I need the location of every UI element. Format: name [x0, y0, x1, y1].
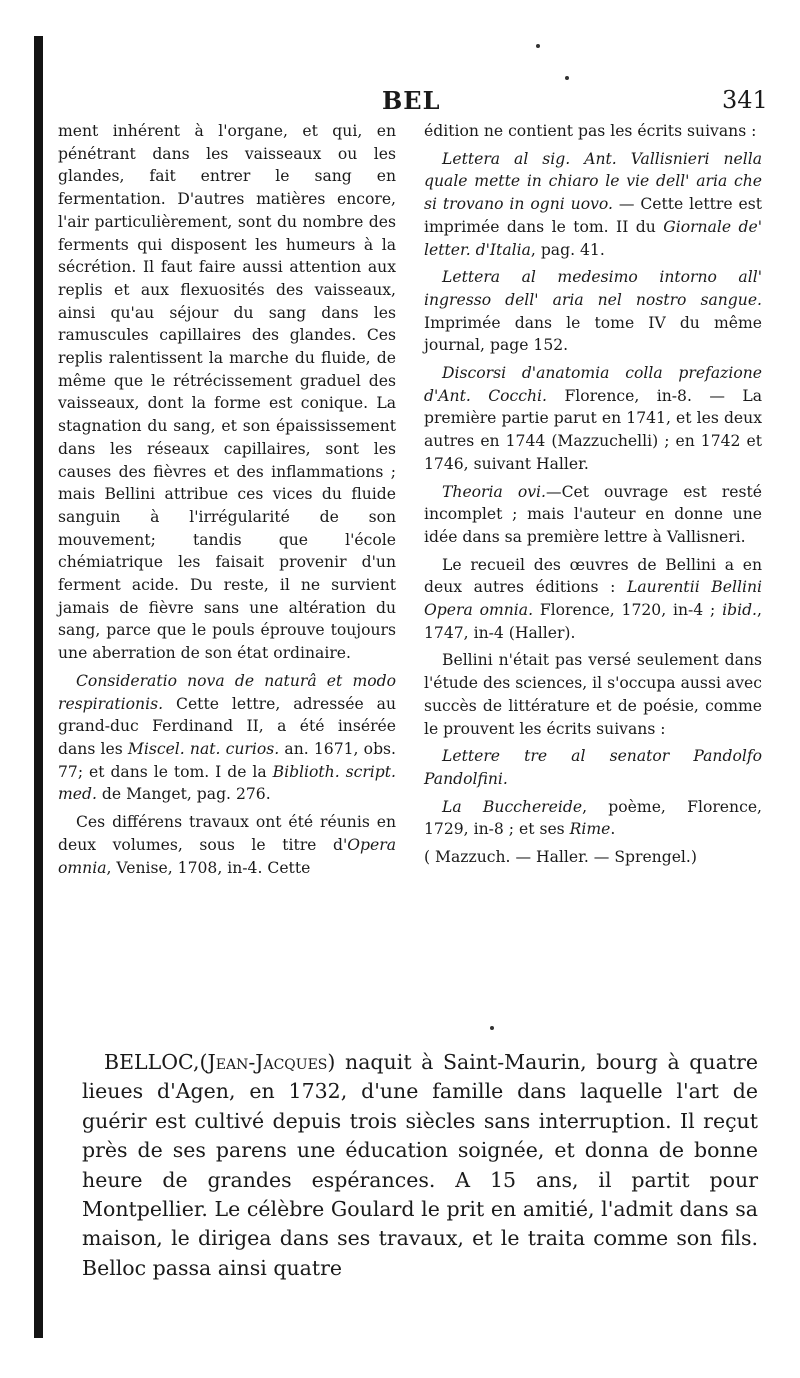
work-title: Lettera al sig. Ant. Vallisnieri nella quale mette in chiaro le vie dell' aria che si trovano in ogni uovo.: [424, 149, 762, 214]
entry-text: Le recueil des œuvres de Bellini a en deux autres éditions :: [424, 555, 762, 597]
speck-mark: [490, 1026, 494, 1030]
entry-text: , Venise, 1708, in-4. Cette: [106, 858, 311, 877]
entry-text: , pag. 41.: [530, 240, 605, 259]
speck-mark: [565, 76, 569, 80]
entry-text: .: [610, 820, 616, 839]
entry-text: naquit à Saint-Maurin, bourg à quatre lieues d'Agen, en 1732, d'une famille dans laquelle l'art de guérir est cultivé depuis trois siècles sans interruption. Il reçut près de ses parens une éducation soignée, et donna de bonne heure de grandes espérances. A 15 ans, il partit pour Montpellier. Le célèbre Goulard le prit en amitié, l'admit dans sa maison, le dirigea dans ses travaux, et le traita comme son fils. Belloc passa ainsi quatre: [82, 1050, 758, 1280]
entry-text: — Cette lettre est imprimée dans le tom. II du: [424, 195, 762, 236]
paragraph: Bellini n'était pas versé seulement dans l'étude des sciences, il s'occupa aussi avec succès de littérature et de poésie, comme le prouvent les écrits suivans :: [424, 651, 762, 738]
reference-entry: [424, 796, 762, 841]
entry-text: an. 1671, obs. 77; et dans le tom. I de la: [58, 739, 397, 781]
entry-text: —Cet ouvrage est resté incomplet ; mais l'auteur en donne une idée dans sa première lettre à Vallisneri.: [424, 482, 762, 546]
work-title: Lettera al medesimo intorno all' ingresso dell' aria nel nostro sangue.: [424, 268, 762, 309]
paragraph: ment inhérent à l'organe, et qui, en pénétrant dans les vaisseaux ou les glandes, fait entrer le sang en fermentation. D'autres matières encore, l'air particulièrement, sont du nombre des ferments qui disposent les humeurs à la sécrétion. Il faut faire aussi attention aux replis et aux flexuosités des vaisseaux, ainsi qu'au séjour du sang dans les ramuscules capillaires des glandes. Ces replis ralentissent la marche du fluide, de même que le rétrécissement graduel des vaisseaux, dont la forme est conique. La stagnation du sang, et son épaississement dans les réseaux capillaires, sont les causes des fièvres et des inflammations ; mais Bellini attribue ces vices du fluide sanguin à l'irrégularité de son mouvement; tandis que l'école chémiatrique les faisait provenir d'un ferment acide. Du reste, il ne survient jamais de fièvre sans une altération du sang, parce que le pouls éprouve toujours une aberration de son état ordinaire.: [58, 122, 396, 663]
journal-title: Giornale de' letter. d'Italia: [424, 217, 763, 259]
entry-text: Florence, in-8. — La première partie parut en 1741, et les deux autres en 1744 (Mazzuchelli) ; en 1742 et 1746, suivant Haller.: [424, 386, 763, 473]
work-title: Discorsi d'anatomia colla prefazione d'Ant. Cocchi.: [424, 364, 762, 405]
reference-entry: [424, 745, 762, 790]
biography-entry: [82, 1048, 758, 1283]
reference-entry: [424, 148, 762, 262]
work-title: La Bucchereide: [442, 797, 583, 816]
reference-entry: [424, 481, 762, 549]
entry-given-names: (Jean-Jacques): [199, 1050, 336, 1074]
entry-text: Ces différens travaux ont été réunis en deux volumes, sous le titre d': [58, 813, 396, 854]
entry-surname: BELLOC,: [104, 1050, 200, 1074]
entry-text: Cette lettre, adressée au grand-duc Ferdinand II, a été insérée dans les: [58, 694, 396, 758]
paragraph: édition ne contient pas les écrits suivans :: [424, 122, 757, 140]
work-title: Lettere tre al senator Pandolfo Pandolfini.: [424, 747, 762, 788]
paragraph: [58, 811, 396, 879]
page-number: 341: [722, 86, 768, 114]
journal-title: Biblioth. script. med.: [58, 762, 396, 804]
work-title: Opera omnia: [58, 835, 396, 877]
right-column: [424, 120, 762, 874]
entry-text: de Manget, pag. 276.: [96, 785, 271, 804]
journal-title: Miscel. nat. curios.: [127, 739, 280, 758]
paragraph: [82, 1048, 758, 1283]
ibid-abbrev: ibid.: [722, 601, 758, 620]
source-citations: ( Mazzuch. — Haller. — Sprengel.): [424, 848, 697, 867]
reference-entry: [424, 362, 762, 476]
reference-entry: [424, 266, 762, 357]
reference-entry: [58, 670, 396, 806]
paragraph: [424, 554, 762, 645]
entry-text: , 1747, in-4 (Haller).: [424, 601, 762, 642]
work-title: Laurentii Bellini Opera omnia.: [424, 578, 762, 620]
entry-text: Florence, 1720, in-4 ;: [533, 601, 723, 620]
work-title: Consideratio nova de naturâ et modo respirationis.: [58, 671, 396, 713]
binding-edge-bar: [34, 36, 43, 1338]
speck-mark: [536, 44, 540, 48]
entry-text: Imprimée dans le tome IV du même journal, page 152.: [424, 313, 762, 355]
work-title: Rime: [569, 820, 611, 839]
running-header-title: BEL: [382, 86, 441, 115]
work-title: Theoria ovi.: [442, 482, 546, 501]
entry-text: , poème, Florence, 1729, in-8 ; et ses: [424, 797, 762, 839]
left-column: [58, 120, 396, 884]
